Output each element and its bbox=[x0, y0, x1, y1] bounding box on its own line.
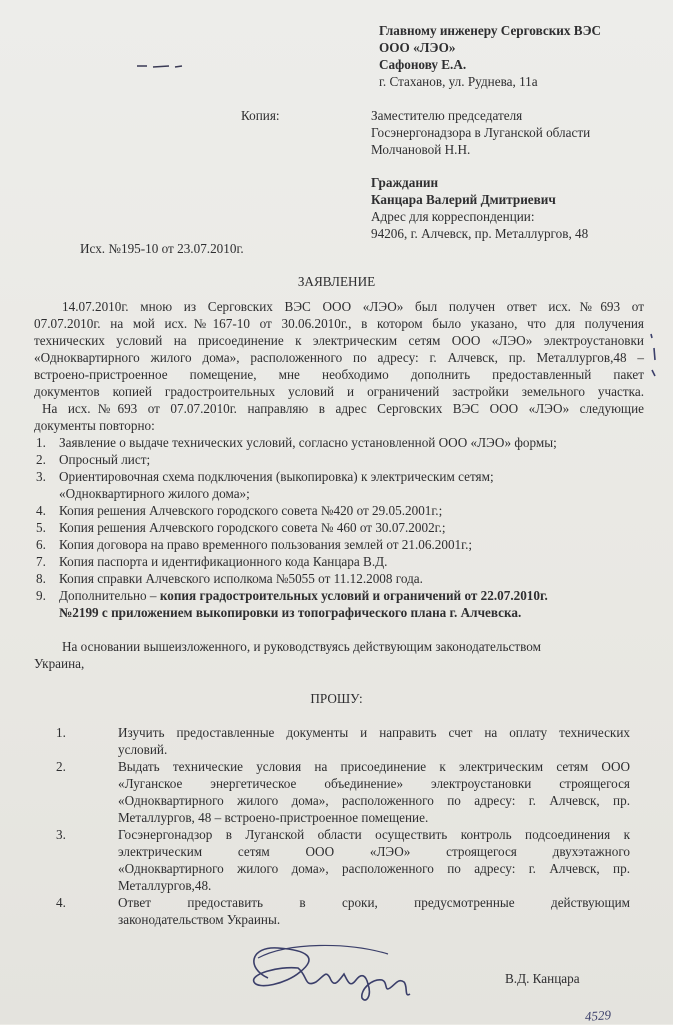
body-line: 14.07.2010г. мною из Серговских ВЭС ООО «ЛЭО» был получен ответ исх.№693 от bbox=[62, 299, 644, 314]
body-paragraph-1 bbox=[34, 298, 644, 400]
sender-block bbox=[371, 174, 588, 242]
sender-line-3: Адрес для корреспонденции: bbox=[371, 209, 535, 224]
request-item-continuation: условий. bbox=[118, 742, 168, 757]
request-item-continuation: Металлургов,48. bbox=[118, 878, 212, 893]
body-line: «Одноквартирного жилого дома», расположенного по адресу: г. Алчевск, пр. Металлургов,48 – bbox=[34, 350, 644, 365]
copy-block bbox=[371, 107, 590, 158]
request-item: 3. Госэнергонадзор в Луганской области осуществить контроль подсоединения к bbox=[56, 827, 630, 842]
body-line: технических условий на присоединение к электрическим сетям ООО «ЛЭО» электроустановки bbox=[34, 333, 644, 348]
basis-line: Украина, bbox=[34, 656, 85, 671]
body-line: встроено-пристроенное помещение, мне необходимо дополнить предоставленный пакет bbox=[34, 367, 644, 382]
request-item-continuation: «Луганское энергетическое объединение» электроустановки строящегося bbox=[118, 776, 630, 791]
copy-line-3: Молчановой Н.Н. bbox=[371, 142, 471, 157]
item9-prefix: Дополнительно – bbox=[59, 588, 160, 603]
sender-line-1: Гражданин bbox=[371, 175, 439, 190]
copy-label: Копия: bbox=[241, 108, 280, 123]
sender-address: 94206, г. Алчевск, пр. Металлургов, 48 bbox=[371, 226, 589, 241]
request-title: ПРОШУ: bbox=[310, 691, 363, 706]
body-paragraph-2 bbox=[34, 400, 644, 434]
handwritten-signature bbox=[238, 938, 438, 1010]
request-item: 2. Выдать технические условия на присоединение к электрическим сетям ООО bbox=[56, 759, 630, 774]
body-line: 07.07.2010г. на мой исх.№167-10 от 30.06.2010г., в котором было указано, что для получения bbox=[34, 316, 644, 331]
margin-mark bbox=[646, 330, 660, 380]
copy-line-2: Госэнергонадзора в Луганской области bbox=[371, 125, 591, 140]
basis-line: На основании вышеизложенного, и руководствуясь действующим законодательством bbox=[62, 639, 541, 654]
requests-list bbox=[56, 724, 646, 928]
request-item-continuation: Металлургов, 48 – встроено-пристроенное помещение. bbox=[118, 810, 429, 825]
body-line: документы повторно: bbox=[34, 418, 155, 433]
signature-name: В.Д. Канцара bbox=[505, 971, 580, 986]
request-item: 1. Изучить предоставленные документы и направить счет на оплату технических bbox=[56, 725, 630, 740]
request-item: 4. Ответ предоставить в сроки, предусмотренные действующим bbox=[56, 895, 630, 910]
item9-bold-2: №2199 с приложением выкопировки из топографического плана г. Алчевска. bbox=[59, 605, 522, 620]
pen-mark bbox=[135, 60, 185, 72]
copy-line-1: Заместителю председателя bbox=[371, 108, 523, 123]
recipient-line-1: Главному инженеру Серговских ВЭС bbox=[379, 23, 602, 38]
request-item-continuation: «Одноквартирного жилого дома», расположенного по адресу: г. Алчевск, пр. bbox=[118, 793, 630, 808]
recipient-line-3: Сафонову Е.А. bbox=[379, 57, 467, 72]
recipient-address: г. Стаханов, ул. Руднева, 11а bbox=[379, 74, 538, 89]
request-item-continuation: законодательством Украины. bbox=[118, 912, 281, 927]
sender-name: Канцара Валерий Дмитриевич bbox=[371, 192, 556, 207]
recipient-block bbox=[379, 22, 601, 73]
request-item-continuation: «Одноквартирного жилого дома», расположенного по адресу: г. Алчевск, пр. bbox=[118, 861, 630, 876]
outgoing-number: Исх. №195-10 от 23.07.2010г. bbox=[80, 241, 244, 256]
recipient-line-2: ООО «ЛЭО» bbox=[379, 40, 456, 55]
body-line: На исх.№693 от 07.07.2010г. направляю в адрес Серговских ВЭС ООО «ЛЭО» следующие bbox=[42, 401, 644, 416]
handwritten-mark: 4529 bbox=[584, 1007, 612, 1024]
document-page: Главному инженеру Серговских ВЭС ООО «ЛЭО» Сафонову Е.А. г. Стаханов, ул. Руднева, 11а Копия: Заместителю председателя Госэнергонадзора в Луганской области Молчановой Н.Н. Гражданин Канцара Валерий Дмитриевич Адрес для корреспонденции: 94206, г. Алчевск, пр. Металлургов, 48 Исх. №195-10 от 23.07.2010г. ЗАЯВЛЕНИЕ 14.07.2010г. мною из Серговских ВЭС ООО «ЛЭО» был получен ответ исх.№693 от 07.07.2010г. на мой исх.№167-10 от 30.06.2010г., в котором было указано, что для получения технических условий на присоединение к электрическим сетям ООО «ЛЭО» электроустановки «Одноквартирного жилого дома», расположенного по адресу: г. Алчевск, пр. Металлургов,48 – встроено-пристроенное помещение, мне необходимо дополнить предоставленный пакет документов копией градостроительных условий и ограничений застройки земельного участка. На исх.№693 от 07.07.2010г. направляю в адрес Серговских ВЭС ООО «ЛЭО» следующие документы повторно: 1. Заявление о выдаче технических условий, согласно установленной ООО «ЛЭО» формы; 2. Опросный лист; 3. Ориентировочная схема подключения (выкопировка) к электрическим сетям; «Одноквартирного жилого дома»; 4. Копия решения Алчевского городского совета №420 от 29.05.2001г.; 5. Копия решения Алчевского городского совета № 460 от 30.07.2002г.; 6. Копия договора на право временного пользования землей от 21.06.2001г.; 7. Копия паспорта и идентификационного кода Канцара В.Д. 8. Копия справки Алчевского исполкома №5055 от 11.12.2008 года. 9. Дополнительно – копия градостроительных условий и ограничений от 22.07.2010г. №2199 с приложением выкопировки из топографического плана г. Алчевска. На основании вышеизложенного, и руководствуясь действующим законодательством Украина, ПРОШУ: 1. Изучить предоставленные документы и направить счет на оплату технических условий. 2. Выдать технические условия на присоединение к электрическим сетям ООО «Луганское энергетическое объединение» электроустановки строящегося «Одноквартирного жилого дома», расположенного по адресу: г. Алчевск, пр. Металлургов, 48 – встроено-пристроенное помещение. 3. Госэнергонадзор в Луганской области осуществить контроль подсоединения к электрическим сетям ООО «ЛЭО» строящегося двухэтажного «Одноквартирного жилого дома», расположенного по адресу: г. Алчевск, пр. Металлургов,48. 4. Ответ предоставить в сроки, предусмотренные действующим законодательством Украины. В.Д. Канцара 4529 bbox=[0, 0, 673, 1024]
item9-bold-1: копия градостроительных условий и ограничений от 22.07.2010г. bbox=[159, 588, 548, 603]
document-title: ЗАЯВЛЕНИЕ bbox=[297, 274, 376, 289]
basis-paragraph bbox=[34, 638, 644, 672]
request-item-continuation: электрическим сетям ООО «ЛЭО» строящегося двухэтажного bbox=[118, 844, 630, 859]
body-line: документов копией градостроительных условий и ограничений застройки земельного участка. bbox=[34, 384, 644, 399]
